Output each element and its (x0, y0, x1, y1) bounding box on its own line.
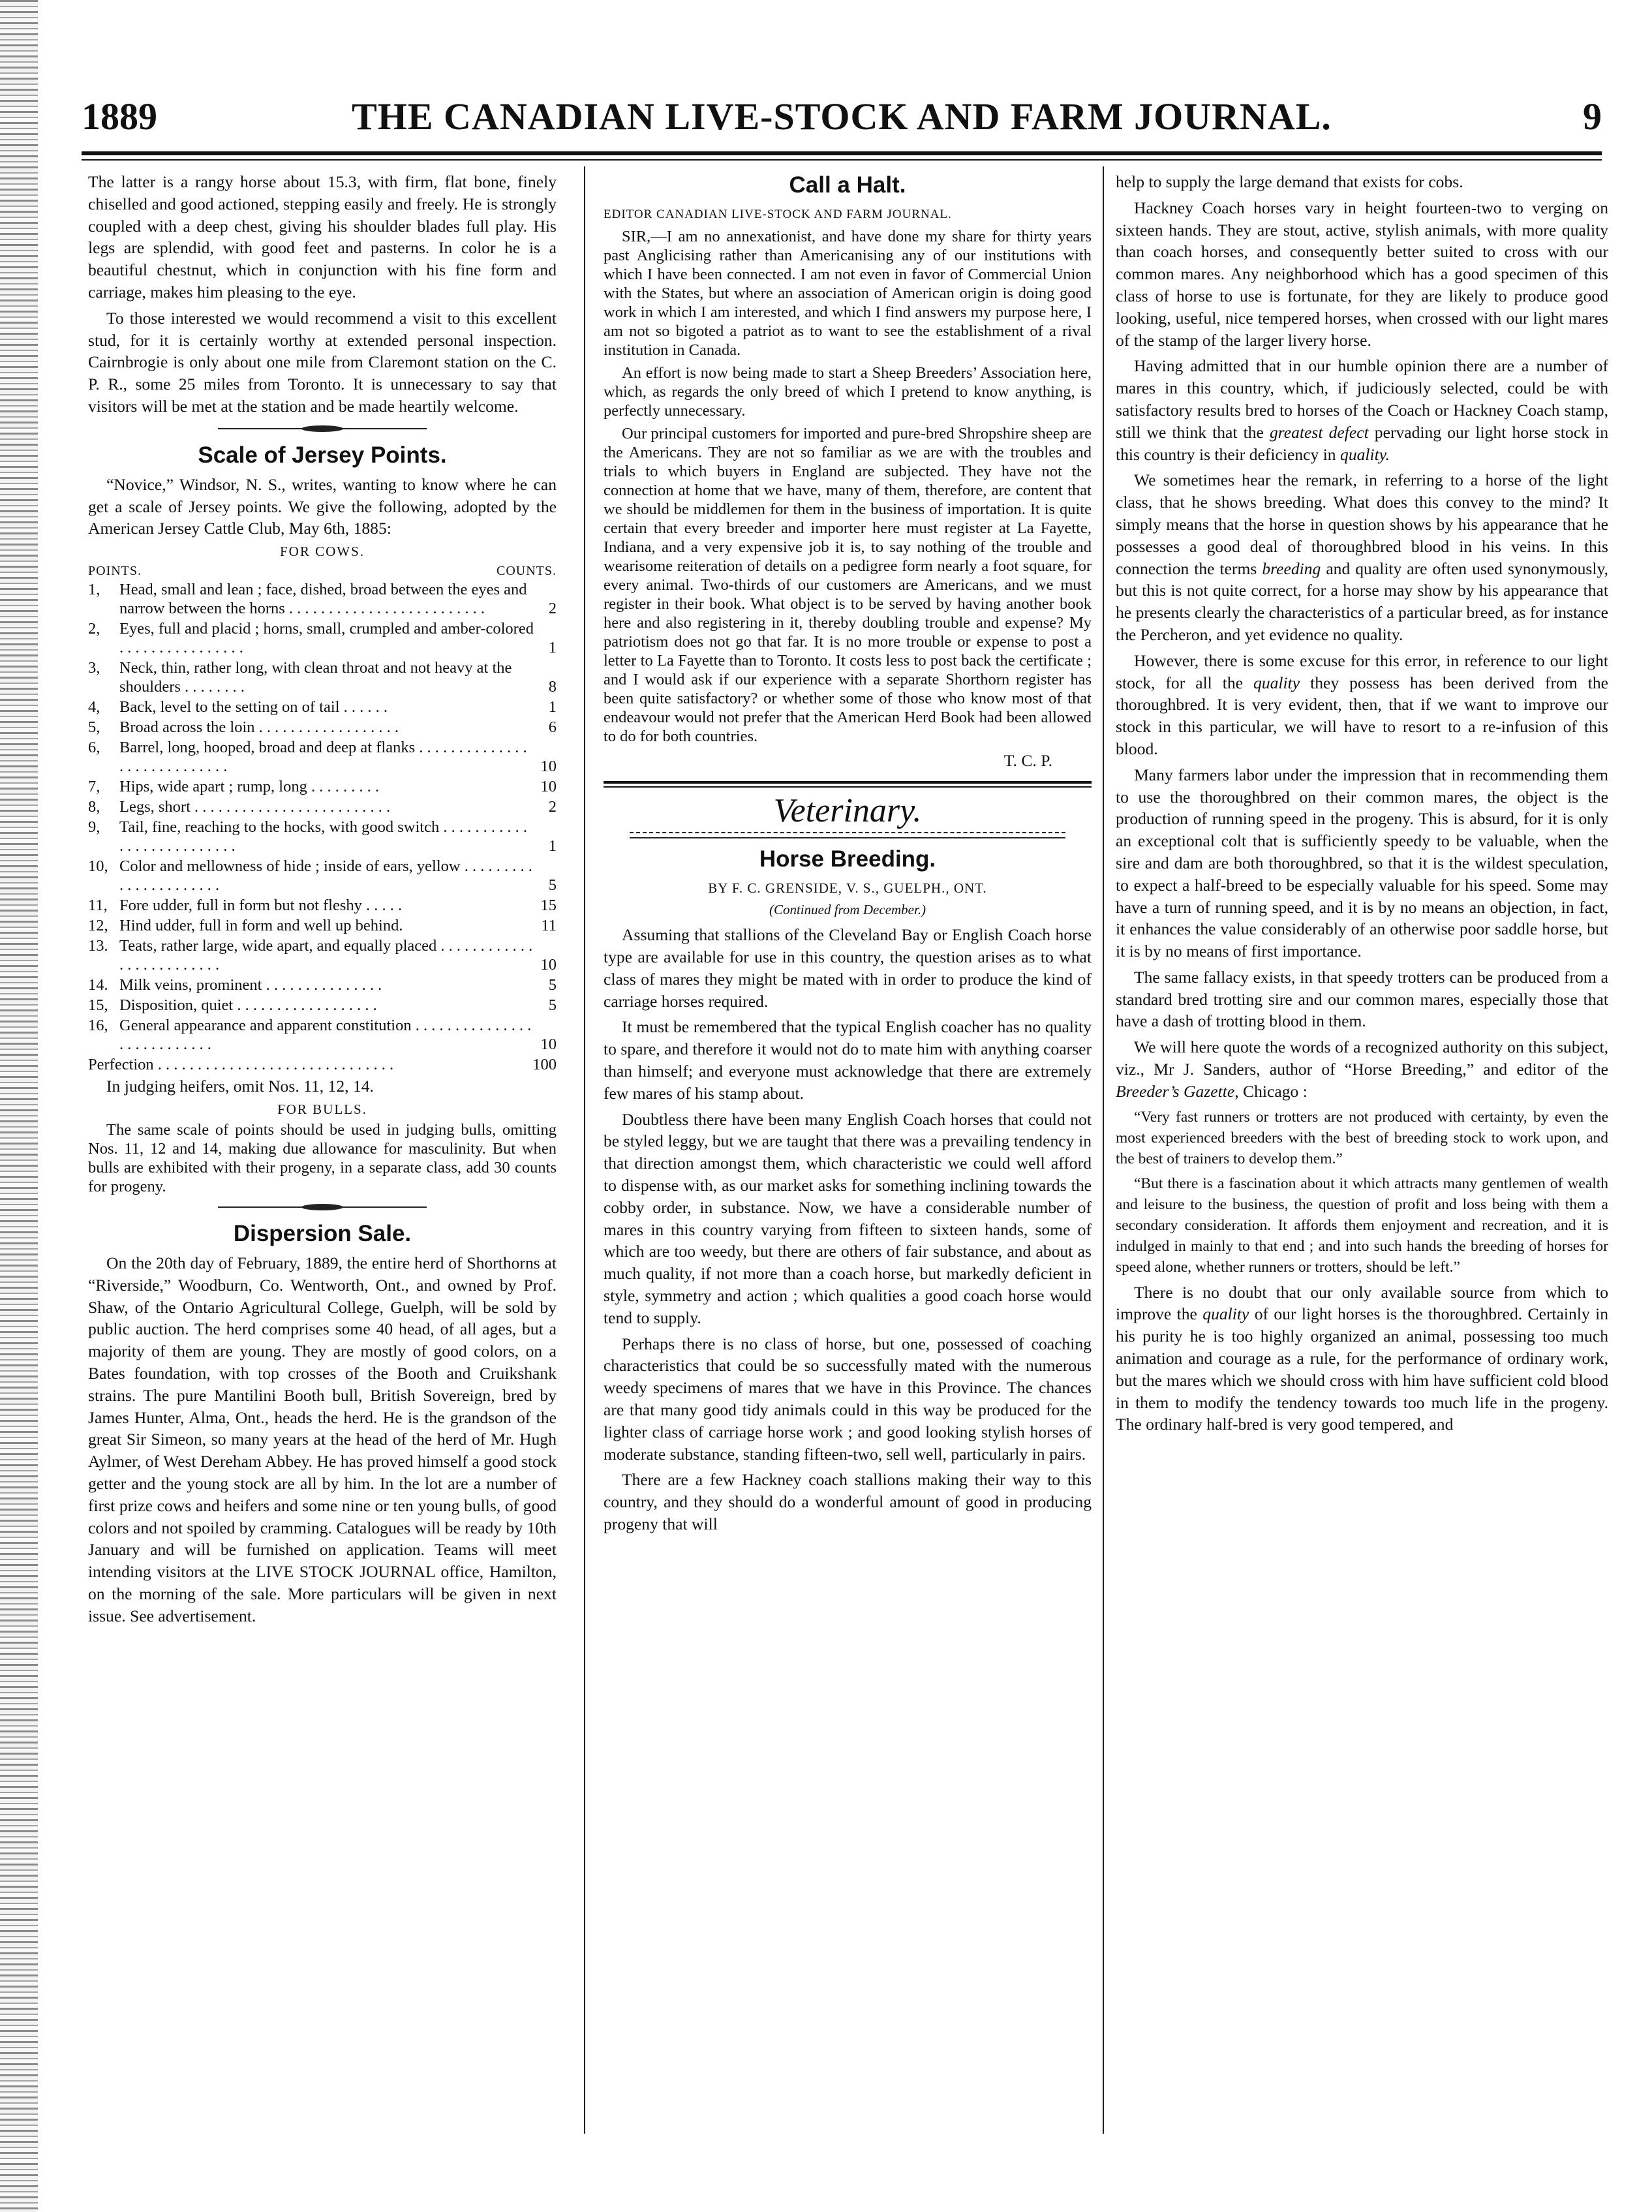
point-number: 1, (88, 581, 100, 599)
paragraph: To those interested we would recommend a visit to this excellent stud, for it is certainly worthy at extended personal inspection. Cairnbrogie is only about one mile from Claremont station on the C. P. R., some 25 miles from Toronto. It is unnecessary to say that visitors will be met at the station and be made heartily welcome. (88, 308, 557, 416)
continued-note: (Continued from December.) (769, 902, 926, 918)
point-number: 10, (88, 857, 108, 876)
points-table-header (88, 564, 557, 579)
paragraph: Our principal customers for imported and pure-bred Shropshire sheep are the Americans. They are not so familiar as we are with the troubles and trials to which buyers in England are subjected. They have not the connection at home that we have, many of them, therefore, are content that we should be middlemen for them in the business of importation. It is quite certain that every breeder and importer here must register at La Fayette, Indiana, and a very expensive job it is, to say nothing of the trouble and wearisome reiteration of details on a pedigree form nearly a foot square, for every animal. Two-thirds of our customers are Americans, and we must register in their book. What object is to be served by having another book here and also registering in it, thereby doubling trouble and expense? My patriotism does not go that far. It is no more trouble or expense to post a letter to La Fayette than to Toronto. It costs less to post back the certificate ; and I would ask if our experience with a separate Shorthorn register has been quite satisfactory? or whether some of those who know most of that endeavour would not prefer that the American Herd Book had been allowed to do for both countries. (604, 424, 1092, 745)
point-count: 1 (548, 837, 557, 855)
point-description: Color and mellowness of hide ; inside of ears, yellow . . . . . . . . . . . . . . . . . . . . . . (119, 857, 532, 895)
paragraph: The same fallacy exists, in that speedy trotters can be produced from a standard bred trotting sire and our common mares, especially those that have a dash of trotting blood in them. (1116, 967, 1608, 1031)
point-number: 15, (88, 996, 108, 1015)
section-rule (604, 781, 1092, 788)
points-row (88, 658, 557, 696)
points-row (88, 1016, 557, 1054)
points-row (88, 916, 557, 935)
point-count: 2 (548, 798, 557, 816)
point-description: Neck, thin, rather long, with clean throat and not heavy at the shoulders . . . . . . . . (119, 659, 512, 696)
point-description: Eyes, full and placid ; horns, small, crumpled and amber-colored . . . . . . . . . . . . . . . . (119, 620, 534, 657)
point-count: 11 (541, 917, 557, 935)
point-description: Hips, wide apart ; rump, long . . . . . . . . . (119, 778, 380, 796)
point-count: 1 (548, 698, 557, 716)
paragraph: help to supply the large demand that exists for cobs. (1116, 172, 1463, 191)
paragraph (1116, 469, 1608, 645)
point-description: General appearance and apparent constitution . . . . . . . . . . . . . . . . . . . . . . . . . . . (119, 1017, 532, 1054)
points-table (88, 580, 557, 1054)
point-description: Fore udder, full in form but not fleshy . . . . . (119, 897, 403, 915)
point-count: 5 (548, 976, 557, 994)
text-run: We sometimes hear the remark, in referring to a horse of the light class, that he shows breeding. What does this convey to the mind? It simply means that the horse in question shows by his appearance that he possesses a good deal of thoroughbred blood in his veins. In this connection the terms (1116, 470, 1608, 578)
text-run: pervading our light horse stock in this country is their deficiency in (1116, 422, 1608, 464)
article-title-horse-breeding: Horse Breeding. (759, 846, 936, 872)
point-count: 10 (540, 1036, 557, 1054)
emphasis: quality. (1340, 444, 1390, 464)
emphasis: greatest defect (1269, 422, 1369, 442)
text-run: of our light horses is the thoroughbred. Certainly in his purity he is too highly organized an animal, possessing too much animation and courage as a rule, for the performance of ordinary work, but the mares which we should cross with him have sufficient cold blood in them to modify the tendency towards too much life in the progeny. The ordinary half-bred is very good tempered, and (1116, 1304, 1608, 1434)
subheading-cows: FOR COWS. (279, 544, 365, 560)
point-number: 11, (88, 897, 108, 915)
paragraph: Perhaps there is no class of horse, but one, possessed of coaching characteristics that could be so successfully mated with the numerous weedy specimens of mares that we have in this Province. The chances are that many good tidy animals could in this way be produced for the lighter class of carriage horse work ; and good looking stylish horses of moderate substance, standing fifteen-two, sell well, particularly in pairs. (604, 1334, 1092, 1464)
perfection-label: Perfection . . . . . . . . . . . . . . . . . . . . . . . . . . . . . . (88, 1056, 394, 1074)
points-row (88, 857, 557, 895)
header-year: 1889 (82, 95, 157, 138)
point-number: 13. (88, 937, 108, 955)
paragraph: There are a few Hackney coach stallions making their way to this country, and they should do a wonderful amount of good in producing progeny that will (604, 1470, 1092, 1533)
point-number: 8, (88, 798, 100, 816)
point-description: Hind udder, full in form and well up behind. (119, 917, 403, 935)
subheading-bulls: FOR BULLS. (277, 1101, 367, 1117)
paragraph: “Novice,” Windsor, N. S., writes, wanting to know where he can get a scale of Jersey points. We give the following, adopted by the American Jersey Cattle Club, May 6th, 1885: (88, 474, 557, 538)
points-row (88, 975, 557, 994)
paragraph (1116, 1036, 1608, 1102)
page-number: 9 (1583, 95, 1602, 138)
paragraph (1116, 355, 1608, 465)
point-description: Tail, fine, reaching to the hocks, with good switch . . . . . . . . . . . . . . . . . . . . . . . . . . (119, 818, 527, 855)
point-number: 16, (88, 1017, 108, 1035)
point-number: 5, (88, 718, 100, 737)
point-count: 10 (540, 956, 557, 974)
points-row (88, 797, 557, 816)
paragraph: Assuming that stallions of the Cleveland Bay or English Coach horse type are available for use in this country, the question arises as to what class of mares they might be mated with in order to produce the kind of carriage horses required. (604, 925, 1092, 1011)
ornamental-rule (218, 422, 427, 436)
counts-label: COUNTS. (496, 564, 557, 579)
point-description: Disposition, quiet . . . . . . . . . . . . . . . . . . (119, 996, 377, 1015)
points-row (88, 718, 557, 737)
point-count: 5 (548, 996, 557, 1015)
point-count: 10 (540, 758, 557, 776)
point-description: Head, small and lean ; face, dished, broad between the eyes and narrow between the horns . . . . . . . . . . . . . . . . . . . . . . . . . (119, 581, 527, 618)
article-title-halt: Call a Halt. (789, 172, 906, 198)
paragraph: On the 20th day of February, 1889, the entire herd of Shorthorns at “Riverside,” Woodburn, Co. Wentworth, Ont., and owned by Prof. Shaw, of the Ontario Agricultural College, Guelph, will be sold by public auction. The herd comprises some 40 head, of all ages, but a majority of them are young. They are mostly of good colors, on a Bates foundation, with top crosses of the Booth and Cruikshank strains. The pure Mantilini Booth bull, British Sovereign, bred by James Hunter, Alma, Ont., heads the herd. He is the grandson of the great Sir Simeon, so many years at the head of the herd of Mr. Hugh Aylmer, of West Dereham Abbey. He has proved himself a good stock getter and the young stock are all by him. In the lot are a number of first prize cows and heifers and some nine or ten young bulls, of good colors and not spoiled by cramming. Catalogues will be ready by 10th January and will be furnished on application. Teams will meet intending visitors at the LIVE STOCK JOURNAL office, Hamilton, on the morning of the sale. More particulars will be given in next issue. See advertisement. (88, 1253, 557, 1625)
points-row (88, 698, 557, 716)
point-count: 10 (540, 778, 557, 796)
text-run: they possess has been derived from the thoroughbred. It is very evident, then, that if we want to improve our stock in this particular, we will have to resort to a re-infusion of this blood. (1116, 673, 1608, 758)
paragraph: Doubtless there have been many English Coach horses that could not be styled leggy, but we are taught that there was a prevailing tendency in that direction amongst them, which characteristic we could well afford to dispense with, as our market asks for something inclining towards the cobby order, in substance. Now, we have a considerable number of mares in this country varying from fifteen to sixteen hands, some of which are too weedy, but there are others of fair substance, and about as much quality, if not more than a coach horse, but markedly deficient in style, symmetry and action ; which qualities a good coach horse would tend to supply. (604, 1109, 1092, 1327)
paragraph: Many farmers labor under the impression that in recommending them to use the thoroughbred on their common mares, the object is the production of running speed in the progeny. This is absurd, for it is only an exceptional colt that is sufficiently speedy to be valuable, when the sire and dam are both thoroughbred, so that it is the wildest speculation, to expect a half-breed to be especially valuable for his speed. Some may have a turn of running speed, and it is by no means an objection, in fact, it enhances the value considerably of an otherwise poor saddle horse, but it is by no means of first importance. (1116, 765, 1608, 961)
editor-address: EDITOR CANADIAN LIVE-STOCK AND FARM JOURNAL. (604, 207, 952, 221)
book-binding-edge (0, 0, 38, 2212)
point-count: 15 (540, 897, 557, 915)
points-row (88, 580, 557, 618)
paragraph: An effort is now being made to start a Sheep Breeders’ Association here, which, as regards the only breed of which I pretend to know anything, is perfectly unnecessary. (604, 363, 1092, 420)
paragraph: SIR,—I am no annexationist, and have done my share for thirty years past Anglicising rather than Americanising any of our institutions with which I have been connected. I am not even in favor of Commercial Union with the States, but where an association of American origin is doing good work in which I am interested, and which I find answers my purpose here, I am not so bigoted a patriot as to want to see the establishment of a rival institution in Canada. (604, 227, 1092, 359)
points-row (88, 619, 557, 657)
emphasis: quality (1253, 673, 1300, 692)
point-number: 14. (88, 976, 108, 994)
header-rule (82, 151, 1602, 155)
column-divider (584, 166, 585, 2134)
article-title-dispersion: Dispersion Sale. (233, 1220, 412, 1246)
points-row (88, 818, 557, 855)
point-count: 1 (548, 639, 557, 657)
point-number: 4, (88, 698, 100, 716)
points-total-row (88, 1055, 557, 1074)
point-count: 2 (548, 600, 557, 618)
point-description: Milk veins, prominent . . . . . . . . . . . . . . . (119, 976, 382, 994)
text-run: We will here quote the words of a recognized authority on this subject, viz., Mr J. Sanders, author of “Horse Breeding,” and editor of the (1116, 1037, 1608, 1079)
journal-title: THE CANADIAN LIVE-STOCK AND FARM JOURNAL. (352, 95, 1332, 138)
quotation: “Very fast runners or trotters are not produced with certainty, by even the most experienced breeders with the best of breeding stock to work upon, and the best of trainers to develop them.” (1116, 1108, 1608, 1167)
ornamental-rule (218, 1200, 427, 1214)
paragraph (1116, 1282, 1608, 1436)
point-description: Broad across the loin . . . . . . . . . . . . . . . . . . (119, 718, 399, 737)
points-row (88, 896, 557, 915)
page-header (82, 95, 1602, 147)
emphasis: breeding (1262, 559, 1321, 578)
column-1 (88, 171, 557, 2114)
paragraph: Hackney Coach horses vary in height fourteen-two to verging on sixteen hands. They are stout, active, stylish animals, with more quality than coach horses, and consequently better suited to cross with our common mares. Any neighborhood which has a good specimen of this class of horse to use is fortunate, for they are likely to produce good looking, useful, nice tempered horses, when crossed with our light mares of the stamp of the larger livery horse. (1116, 198, 1608, 350)
point-number: 7, (88, 778, 100, 796)
paragraph: The same scale of points should be used in judging bulls, omitting Nos. 11, 12 and 14, making due allowance for masculinity. But when bulls are exhibited with their progeny, in a separate class, add 30 counts for progeny. (88, 1120, 557, 1195)
point-count: 5 (548, 876, 557, 895)
text-run: However, there is some excuse for this error, in reference to our light stock, for all the (1116, 651, 1608, 692)
header-rule-thin (82, 159, 1602, 161)
points-label: POINTS. (88, 564, 142, 579)
point-description: Back, level to the setting on of tail . . . . . . (119, 698, 388, 716)
column-2 (604, 171, 1092, 2114)
quotation: “But there is a fascination about it which attracts many gentlemen of wealth and leisure to the business, the question of profit and loss being with them a secondary consideration. It affords them enjoyment and recreation, and it is indulged in mainly to that end ; and into such hands the breeding of horses for speed alone, whether runners or trotters, should be left.” (1116, 1175, 1608, 1276)
section-ornament (630, 832, 1065, 838)
text-run: , Chicago : (1234, 1081, 1308, 1101)
points-row (88, 777, 557, 796)
article-title-jersey: Scale of Jersey Points. (198, 442, 447, 468)
emphasis: Breeder’s Gazette (1116, 1081, 1235, 1101)
point-number: 3, (88, 659, 100, 677)
point-count: 8 (548, 678, 557, 696)
point-count: 6 (548, 718, 557, 737)
paragraph: In judging heifers, omit Nos. 11, 12, 14. (106, 1077, 374, 1096)
points-row (88, 936, 557, 974)
point-number: 12, (88, 917, 108, 935)
paragraph: The latter is a rangy horse about 15.3, with firm, flat bone, finely chiselled and good actioned, stepping easily and freely. He is strongly coupled with a deep chest, giving his shoulder blades full play. His legs are splendid, with good feet and pasterns. In color he is a beautiful chestnut, which in conjunction with his fine form and carriage, makes him pleasing to the eye. (88, 172, 557, 301)
byline: BY F. C. GRENSIDE, V. S., GUELPH., ONT. (708, 880, 987, 896)
points-row (88, 738, 557, 776)
column-3 (1116, 171, 1608, 2114)
text-run: and quality are often used synonymously, but this is not quite correct, for a horse may show by his appearance that he presents clearly the characteristics of a particular breed, as for instance the Percheron, and yet evidence no quality. (1116, 559, 1608, 644)
paragraph: It must be remembered that the typical English coacher has no quality to spare, and therefore it would not do to mate him with anything coarser than himself; and everyone must acknowledge that there are extremely few mares of his stamp about. (604, 1017, 1092, 1103)
signature: T. C. P. (1003, 750, 1052, 770)
point-description: Teats, rather large, wide apart, and equally placed . . . . . . . . . . . . . . . . . . . . . . . . . (119, 937, 533, 974)
emphasis: quality (1202, 1304, 1249, 1324)
text-run: Having admitted that in our humble opinion there are a number of mares in this country, which, if judiciously selected, could be with satisfactory results bred to horses of the Coach or Hackney Coach stamp, still we think that the (1116, 356, 1608, 442)
point-number: 2, (88, 620, 100, 638)
paragraph (1116, 650, 1608, 760)
point-number: 6, (88, 739, 100, 757)
section-title-veterinary: Veterinary. (773, 791, 922, 829)
perfection-value: 100 (532, 1056, 557, 1074)
point-description: Legs, short . . . . . . . . . . . . . . . . . . . . . . . . . (119, 798, 391, 816)
points-row (88, 996, 557, 1015)
point-description: Barrel, long, hooped, broad and deep at flanks . . . . . . . . . . . . . . . . . . . . . . . . . . . . (119, 739, 527, 776)
text-run: There is no doubt that our only available source from which to improve the (1116, 1282, 1608, 1324)
column-divider (1103, 166, 1104, 2134)
point-number: 9, (88, 818, 100, 837)
